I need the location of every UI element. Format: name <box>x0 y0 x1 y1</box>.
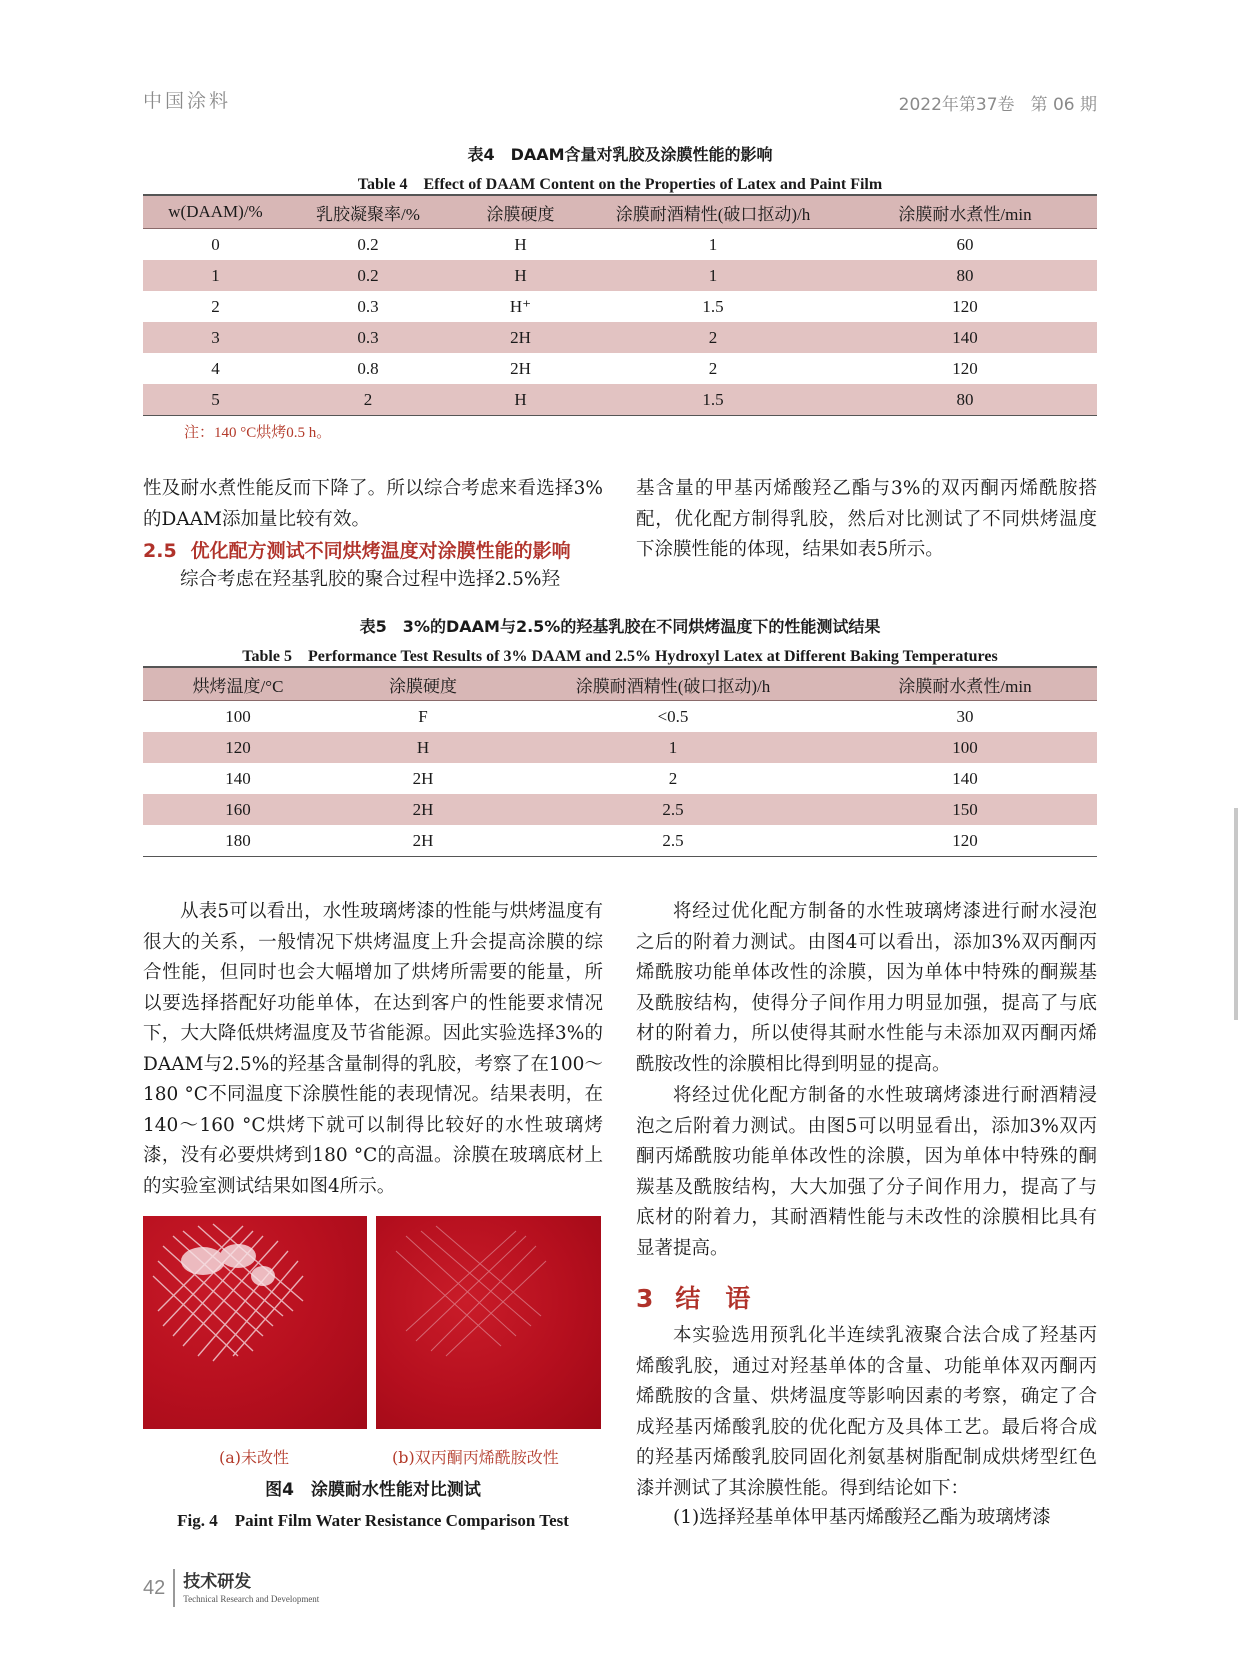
figure4-caption <box>143 1475 603 1531</box>
table-cell: 2 <box>708 358 718 378</box>
paragraph: 综合考虑在羟基乳胶的聚合过程中选择2.5%羟 <box>180 569 561 590</box>
column-header: 涂膜耐水煮性/min <box>833 195 1097 229</box>
table-cell: 2.5 <box>513 825 833 857</box>
table4 <box>143 194 1097 416</box>
table-row <box>143 291 1097 322</box>
paragraph: 将经过优化配方制备的水性玻璃烤漆进行耐水浸泡之后的附着力测试。由图4可以看出，添加3%双丙酮丙烯酰胺功能单体改性的涂膜，因为单体中特殊的酮羰基及酰胺结构，使得分子间作用力明显加强，提高了与底材的附着力，所以使得其耐水性能与未添加双丙酮丙烯酰胺改性的涂膜相比得到明显的提高。 <box>636 901 1097 1075</box>
table4-caption <box>143 142 1097 194</box>
table-row <box>143 794 1097 825</box>
table-row <box>143 384 1097 416</box>
table-cell: 2 <box>593 322 833 353</box>
paragraph: 基含量的甲基丙烯酸羟乙酯与3%的双丙酮丙烯酰胺搭配，优化配方制得乳胶，然后对比测试了不同烘烤温度下涂膜性能的体现，结果如表5所示。 <box>636 478 1097 560</box>
table-cell: 140 <box>833 322 1097 353</box>
issue-info <box>899 90 1097 115</box>
table-cell: 2H <box>333 825 513 857</box>
table-row <box>143 732 1097 763</box>
table-cell: 80 <box>833 260 1097 291</box>
table-cell: 2H <box>412 768 434 788</box>
table-cell: 5 <box>143 384 288 416</box>
table-cell: 1 <box>143 260 288 291</box>
table-cell: 0.3 <box>357 296 379 316</box>
section-heading-3 <box>636 1279 750 1315</box>
table-cell: 0.2 <box>357 234 379 254</box>
table4-caption-cn: 表4 DAAM含量对乳胶及涂膜性能的影响 <box>467 145 773 164</box>
table4-note: 注：140 °C烘烤0.5 h。 <box>184 425 332 441</box>
table-header-row <box>143 195 1097 229</box>
table-cell: 0 <box>211 234 220 254</box>
table-cell: 60 <box>956 234 974 254</box>
table-cell: 120 <box>952 358 978 378</box>
table-row <box>143 763 1097 794</box>
table-cell: 120 <box>143 732 333 763</box>
table-header-row <box>143 667 1097 701</box>
table-cell: 0.8 <box>357 358 379 378</box>
section-number: 3 <box>636 1284 654 1313</box>
table-cell: <0.5 <box>657 706 689 726</box>
table-cell: 1.5 <box>593 384 833 416</box>
table-row <box>143 260 1097 291</box>
table-cell: 1 <box>708 234 718 254</box>
table-cell: 0.3 <box>288 322 448 353</box>
table-cell: H <box>448 260 593 291</box>
column-header: 涂膜耐水煮性/min <box>833 667 1097 701</box>
table-cell: 30 <box>956 706 974 726</box>
figure4-caption-en: Fig. 4 Paint Film Water Resistance Comparison Test <box>177 1511 569 1530</box>
table-cell: 3 <box>143 322 288 353</box>
table-cell: H <box>333 732 513 763</box>
paragraph: (1)选择羟基单体甲基丙烯酸羟乙酯为玻璃烤漆 <box>673 1507 1051 1528</box>
table-cell: F <box>418 706 428 726</box>
table-cell: 1 <box>513 732 833 763</box>
journal-name: 中国涂料 <box>143 90 232 112</box>
table-cell: 120 <box>833 825 1097 857</box>
issue-year: 2022年第37卷 <box>898 95 1015 115</box>
table-row <box>143 322 1097 353</box>
column-header: 涂膜硬度 <box>448 195 593 229</box>
table-cell: 2H <box>333 794 513 825</box>
table-cell: 120 <box>952 296 978 316</box>
page-footer <box>143 1567 319 1607</box>
figure4-image-unmodified <box>143 1216 367 1429</box>
figure4-caption-cn: 图4 涂膜耐水性能对比测试 <box>265 1480 481 1500</box>
table-cell: 2H <box>448 322 593 353</box>
table5-caption-en: Table 5 Performance Test Results of 3% DAAM and 2.5% Hydroxyl Latex at Different Baking Temperatures <box>242 648 998 665</box>
table-cell: 2 <box>288 384 448 416</box>
table-cell: H⁺ <box>509 296 532 316</box>
footer-divider <box>173 1569 175 1607</box>
figure4-image-daam-modified <box>376 1216 601 1429</box>
table-cell: 2 <box>211 296 220 316</box>
table-cell: 100 <box>225 706 251 726</box>
table-row <box>143 701 1097 733</box>
table-row <box>143 825 1097 857</box>
page-number: 42 <box>143 1577 166 1599</box>
column-header: 烘烤温度/°C <box>143 667 333 701</box>
table-cell: 80 <box>833 384 1097 416</box>
table5-caption <box>143 614 1097 666</box>
paragraph: 从表5可以看出，水性玻璃烤漆的性能与烘烤温度有很大的关系，一般情况下烘烤温度上升会提高涂膜的综合性能，但同时也会大幅增加了烘烤所需要的能量，所以要选择搭配好功能单体，在达到客户的性能要求情况下，大大降低烘烤温度及节省能源。因此实验选择3%的DAAM与2.5%的羟基含量制得的乳胶，考察了在100～180 °C不同温度下涂膜性能的表现情况。结果表明，在140～160 °C烘烤下就可以制得比较好的水性玻璃烤漆，没有必要烘烤到180 °C的高温。涂膜在玻璃底材上的实验室测试结果如图4所示。 <box>143 901 603 1197</box>
table-cell: 150 <box>833 794 1097 825</box>
section-title: 结 语 <box>675 1284 751 1313</box>
table-cell: 2 <box>668 768 678 788</box>
issue-number: 第 06 期 <box>1030 95 1097 115</box>
section-name-cn: 技术研发 <box>183 1572 252 1592</box>
section-name-en: Technical Research and Development <box>183 1594 320 1604</box>
table-row <box>143 229 1097 261</box>
column-header: w(DAAM)/% <box>143 195 288 229</box>
page-edge <box>1234 808 1238 1020</box>
section-title: 优化配方测试不同烘烤温度对涂膜性能的影响 <box>190 540 571 562</box>
column-header: 涂膜耐酒精性(破口抠动)/h <box>513 667 833 701</box>
table-cell: 2H <box>510 358 531 378</box>
table4-caption-en: Table 4 Effect of DAAM Content on the Properties of Latex and Paint Film <box>357 176 883 193</box>
table-cell: 160 <box>143 794 333 825</box>
section-number: 2.5 <box>143 540 177 562</box>
table-cell: 180 <box>143 825 333 857</box>
paragraph: 将经过优化配方制备的水性玻璃烤漆进行耐酒精浸泡之后附着力测试。由图5可以明显看出，添加3%双丙酮丙烯酰胺功能单体改性的涂膜，因为单体中特殊的酮羰基及酰胺结构，大大加强了分子间作用力，提高了与底材的附着力，其耐酒精性能与未改性的涂膜相比具有显著提高。 <box>636 1085 1097 1259</box>
paragraph: 本实验选用预乳化半连续乳液聚合法合成了羟基丙烯酸乳胶，通过对羟基单体的含量、功能单体双丙酮丙烯酰胺的含量、烘烤温度等影响因素的考察，确定了合成羟基丙烯酸乳胶的优化配方及具体工艺。最后将合成的羟基丙烯酸乳胶同固化剂氨基树脂配制成烘烤型红色漆并测试了其涂膜性能。得到结论如下： <box>636 1325 1097 1499</box>
column-header: 涂膜硬度 <box>333 667 513 701</box>
paragraph: 性及耐水煮性能反而下降了。所以综合考虑来看选择3%的DAAM添加量比较有效。 <box>143 478 603 530</box>
column-header: 乳胶凝聚率/% <box>288 195 448 229</box>
table-cell: 0.2 <box>288 260 448 291</box>
figure4-label-a: (a)未改性 <box>219 1448 290 1467</box>
table5-caption-cn: 表5 3%的DAAM与2.5%的羟基乳胶在不同烘烤温度下的性能测试结果 <box>359 617 881 636</box>
table-cell: H <box>514 234 527 254</box>
table-cell: 1.5 <box>702 296 724 316</box>
column-header: 涂膜耐酒精性(破口抠动)/h <box>593 195 833 229</box>
figure4-label-b: (b)双丙酮丙烯酰胺改性 <box>392 1448 559 1467</box>
table-cell: 4 <box>211 358 220 378</box>
table-cell: 2.5 <box>513 794 833 825</box>
table-row <box>143 353 1097 384</box>
table-cell: 140 <box>952 768 978 788</box>
table-cell: H <box>448 384 593 416</box>
table-cell: 140 <box>225 768 251 788</box>
table5 <box>143 666 1097 857</box>
table-cell: 1 <box>593 260 833 291</box>
section-heading-2-5 <box>143 536 571 563</box>
table-cell: 100 <box>833 732 1097 763</box>
